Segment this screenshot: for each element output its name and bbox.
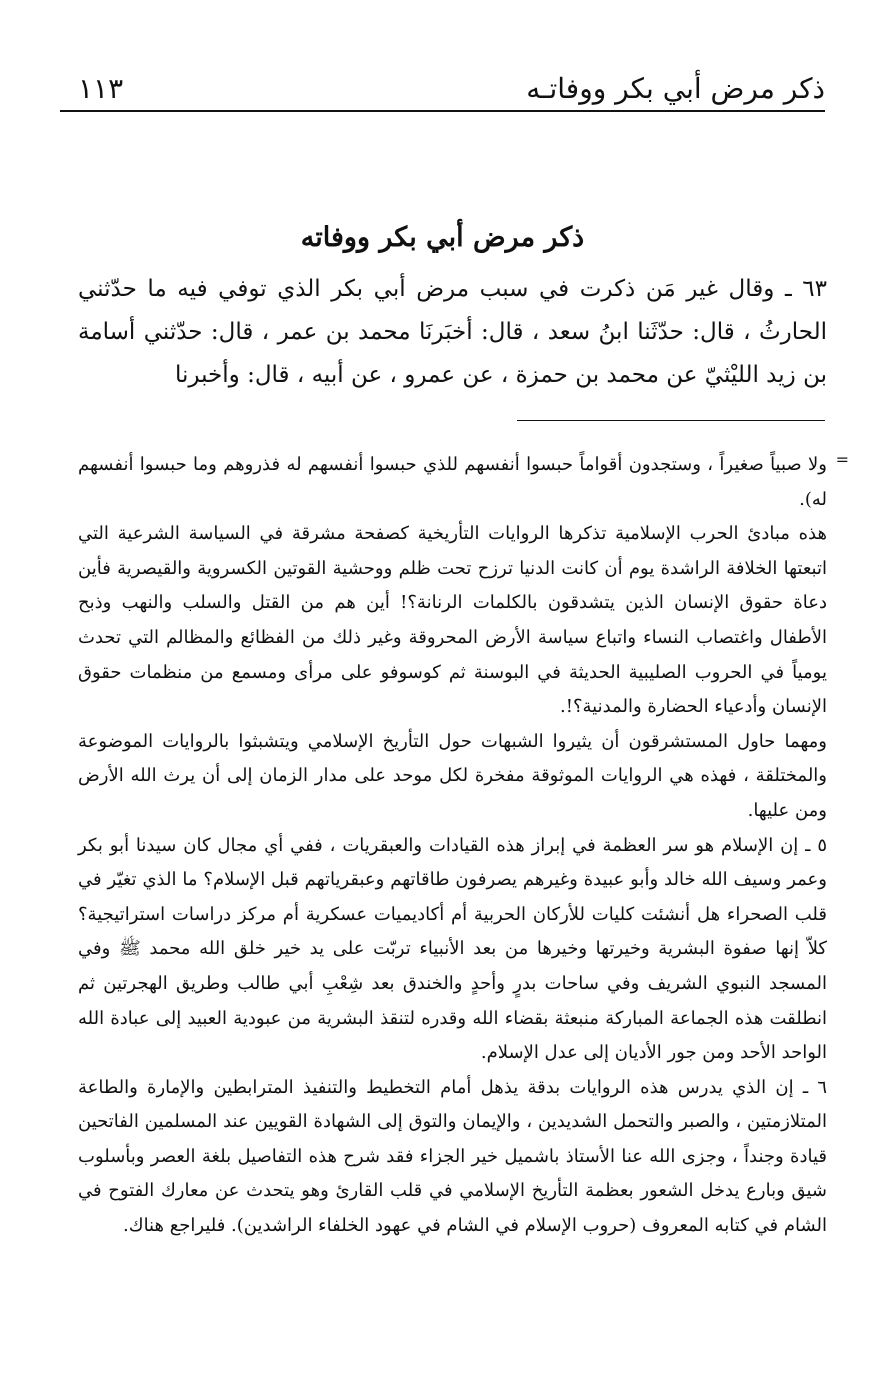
- narration-paragraph: ٦٣ ـ وقال غير مَن ذكرت في سبب مرض أبي بكر الذي توفي فيه ما حدّثني الحارثُ ، قال: حدّثَنا ابنُ سعد ، قال: أخبَرنَا محمد بن عمر ، قال: حدّثني أسامة بن زيد الليْثيّ عن محمد بن حمزة ، عن عمرو ، عن أبيه ، قال: وأخبرنا: [78, 276, 827, 388]
- footnote-note-6: ٦ ـ إن الذي يدرس هذه الروايات بدقة يذهل أمام التخطيط والتنفيذ المترابطين والإمارة والطاعة المتلازمتين ، والصبر والتحمل الشديدين ، والإيمان والتوق إلى الشهادة القويين عند المسلمين الفاتحين قيادة وجنداً ، وجزى الله عنا الأستاذ باشميل خير الجزاء فقد شرح هذه التفاصيل بلغة العصر وبأسلوب شيق وبارع يدخل الشعور بعظمة التأريخ الإسلامي في قلب القارئ وهو يتحدث عن معارك الفتوح في الشام في كتابه المعروف (حروب الإسلام في الشام في عهود الخلفاء الراشدين). فليراجع هناك.: [78, 1076, 827, 1237]
- footnote-paragraph: ومهما حاول المستشرقون أن يثيروا الشبهات حول التأريخ الإسلامي ويتشبثوا بالروايات الموضوعة والمختلقة ، فهذه هي الروايات الموثوقة مفخرة لكل موحد على مدار الزمان إلى أن يرث الله الأرض ومن عليها.: [78, 730, 827, 821]
- footnote-paragraph: ولا صبياً صغيراً ، وستجدون أقواماً حبسوا أنفسهم للذي حبسوا أنفسهم له فذروهم وما حبسوا أنفسهم له).: [78, 454, 827, 510]
- footnote-paragraph: هذه مبادئ الحرب الإسلامية تذكرها الروايات التأريخية كصفحة مشرقة في السياسة الشرعية التي اتبعتها الخلافة الراشدة يوم أن كانت الدنيا ترزح تحت ظلم ووحشية القوتين الكسروية والقيصرية فأين دعاة حقوق الإنسان الذين يتشدقون بالكلمات الرنانة؟! أين هم من القتل والسلب والنهب وذبح الأطفال واغتصاب النساء واتباع سياسة الأرض المحروقة وغير ذلك من الفظائع والمظالم التي تحدث يومياً في الحروب الصليبية الحديثة في البوسنة ثم كوسوفو على مرأى ومسمع من منظمات حقوق الإنسان وأدعياء الحضارة والمدنية؟!.: [78, 523, 827, 718]
- footnote-separator: [517, 420, 825, 421]
- running-header: [78, 62, 825, 106]
- footnotes: [78, 448, 827, 1244]
- header-rule: [60, 110, 825, 112]
- page-number: ١١٣: [78, 72, 124, 105]
- footnote-note-5: ٥ ـ إن الإسلام هو سر العظمة في إبراز هذه القيادات والعبقريات ، ففي أي مجال كان سيدنا أبو بكر وعمر وسيف الله خالد وأبو عبيدة وغيرهم يصرفون طاقاتهم وعبقرياتهم قبل الإسلام؟ ما الذي تغيّر في قلب الصحراء هل أنشئت كليات للأركان الحربية أم أكاديميات عسكرية أم مركز دراسات استراتيجية؟ كلاّ إنها صفوة البشرية وخيرتها وخيرها من بعد الأنبياء تربّت على يد خير خلق الله محمد ﷺ وفي المسجد النبوي الشريف وفي ساحات بدرٍ وأحدٍ والخندق بعد شِعْبِ أبي طالب وطريق الهجرتين ثم انطلقت هذه الجماعة المباركة منبعثة بقضاء الله وقدره لتنقذ البشرية من عبودية العبيد إلى عبادة الله الواحد الأحد ومن جور الأديان إلى عدل الإسلام.: [78, 834, 827, 1064]
- footnote-continuation-mark: =: [835, 450, 849, 469]
- main-text: [78, 268, 827, 397]
- running-title: ذكر مرض أبي بكر ووفاتـه: [526, 72, 825, 105]
- section-title: ذكر مرض أبي بكر ووفاته: [300, 222, 585, 253]
